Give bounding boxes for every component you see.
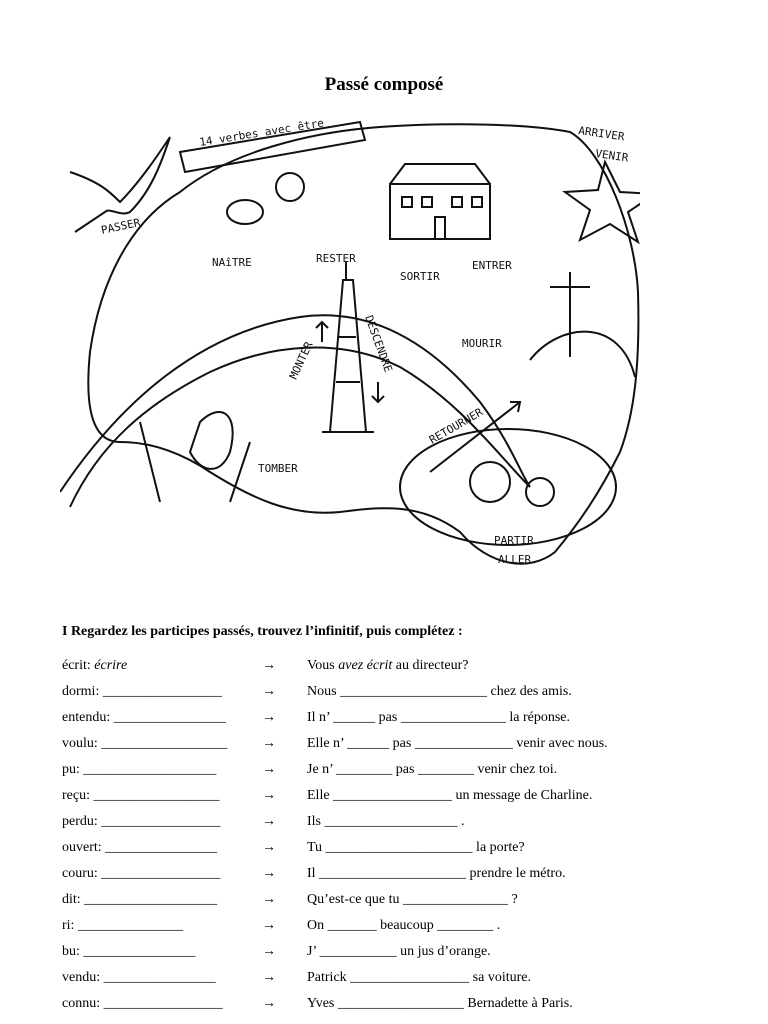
participle-prompt: perdu: _________________ — [62, 814, 221, 829]
participle-prompt: bu: ________________ — [62, 944, 196, 959]
exercise-instruction: I Regardez les participes passés, trouvez l’infinitif, puis complétez : — [62, 624, 463, 639]
label-descendre: DESCENDRE — [362, 313, 395, 375]
example-row — [62, 657, 742, 683]
sentence-prompt: Nous _____________________ chez des amis. — [307, 684, 572, 699]
bird — [70, 137, 170, 232]
example-left — [62, 657, 127, 675]
participle-prompt: voulu: __________________ — [62, 736, 228, 751]
exercise-row — [62, 865, 742, 891]
label-sortir: SORTIR — [400, 270, 440, 283]
example-right — [307, 657, 468, 675]
label-aller: ALLER — [498, 553, 532, 566]
arrow: → — [262, 736, 276, 751]
example-infinitive: écrire — [94, 658, 128, 673]
exercise-row — [62, 891, 742, 917]
arrow: → — [262, 892, 276, 907]
star — [565, 162, 640, 242]
sentence-prompt: Il _____________________ prendre le métro. — [307, 866, 566, 881]
label-partir: PARTIR — [494, 534, 534, 547]
participle-prompt: vendu: ________________ — [62, 970, 216, 985]
arrow: → — [262, 788, 276, 803]
exercise-row — [62, 969, 742, 995]
arrow: → — [262, 996, 276, 1011]
label-rester: RESTER — [316, 252, 356, 265]
participle-prompt: ri: _______________ — [62, 918, 183, 933]
exercise-row — [62, 761, 742, 787]
example-participle: écrit: — [62, 658, 91, 673]
sentence-prompt: Patrick _________________ sa voiture. — [307, 970, 531, 985]
exercise-row — [62, 839, 742, 865]
sentence-prompt: Tu _____________________ la porte? — [307, 840, 525, 855]
arrow: → — [262, 840, 276, 855]
river — [60, 315, 530, 507]
exercise-row — [62, 995, 742, 1021]
exercise-row — [62, 787, 742, 813]
city-outline — [88, 124, 638, 563]
arrow: → — [262, 944, 276, 959]
exercise-row — [62, 683, 742, 709]
label-entrer: ENTRER — [472, 259, 512, 272]
egg — [227, 200, 263, 224]
arrow: → — [262, 814, 276, 829]
label-venir: VENIR — [594, 147, 630, 165]
hill — [530, 332, 635, 377]
balloon — [526, 478, 554, 506]
sentence-prompt: Ils ___________________ . — [307, 814, 465, 829]
arrow: → — [262, 762, 276, 777]
label-mourir: MOURIR — [462, 337, 502, 350]
arrow: → — [262, 710, 276, 725]
sentence-prompt: On _______ beaucoup ________ . — [307, 918, 501, 933]
participle-prompt: reçu: __________________ — [62, 788, 220, 803]
exercise-row — [62, 735, 742, 761]
participle-prompt: ouvert: ________________ — [62, 840, 218, 855]
map-drawing — [60, 112, 640, 577]
sentence-prompt: Il n’ ______ pas _______________ la réponse. — [307, 710, 570, 725]
label-arriver: ARRIVER — [577, 124, 626, 144]
exercise-row — [62, 917, 742, 943]
arrow: → — [262, 970, 276, 985]
participle-prompt: pu: ___________________ — [62, 762, 217, 777]
sentence-prompt: J’ ___________ un jus d’orange. — [307, 944, 491, 959]
exercise-row — [62, 813, 742, 839]
descendre-arrow — [372, 382, 384, 402]
sentence-prompt: Elle n’ ______ pas ______________ venir avec nous. — [307, 736, 608, 751]
example-sentence-start: Vous — [307, 658, 335, 673]
arrow: → — [262, 918, 276, 933]
exercise-list — [62, 657, 742, 1021]
label-retourner: RETOURNER — [427, 405, 486, 447]
exercise-row — [62, 709, 742, 735]
banner-text: 14 verbes avec être — [198, 116, 325, 149]
sentence-prompt: Je n’ ________ pas ________ venir chez toi. — [307, 762, 558, 777]
participle-prompt: dormi: _________________ — [62, 684, 222, 699]
label-passer: PASSER — [99, 215, 142, 237]
cross — [550, 272, 590, 357]
monter-arrow — [316, 322, 328, 342]
sentence-prompt: Yves __________________ Bernadette à Paris. — [307, 996, 573, 1011]
verbs-map-illustration — [60, 112, 640, 577]
partir-character — [470, 462, 510, 502]
participle-prompt: connu: _________________ — [62, 996, 223, 1011]
tomber-character — [140, 412, 250, 502]
sentence-prompt: Elle _________________ un message de Charline. — [307, 788, 593, 803]
chateau — [390, 184, 490, 239]
participle-prompt: dit: ___________________ — [62, 892, 218, 907]
participle-prompt: entendu: ________________ — [62, 710, 226, 725]
arrow: → — [262, 684, 276, 699]
example-sentence-end: au directeur? — [395, 658, 469, 673]
label-tomber: TOMBER — [258, 462, 298, 475]
label-monter: MONTER — [286, 339, 316, 382]
arrow: → — [262, 658, 276, 673]
page-title: Passé composé — [324, 74, 444, 95]
exercise-row — [62, 943, 742, 969]
label-naitre: NAîTRE — [212, 256, 252, 269]
participle-prompt: couru: _________________ — [62, 866, 221, 881]
sentence-prompt: Qu’est-ce que tu _______________ ? — [307, 892, 518, 907]
arrow: → — [262, 866, 276, 881]
eiffel-tower — [322, 262, 374, 432]
chick — [276, 173, 304, 201]
example-answer: avez écrit — [338, 658, 393, 673]
